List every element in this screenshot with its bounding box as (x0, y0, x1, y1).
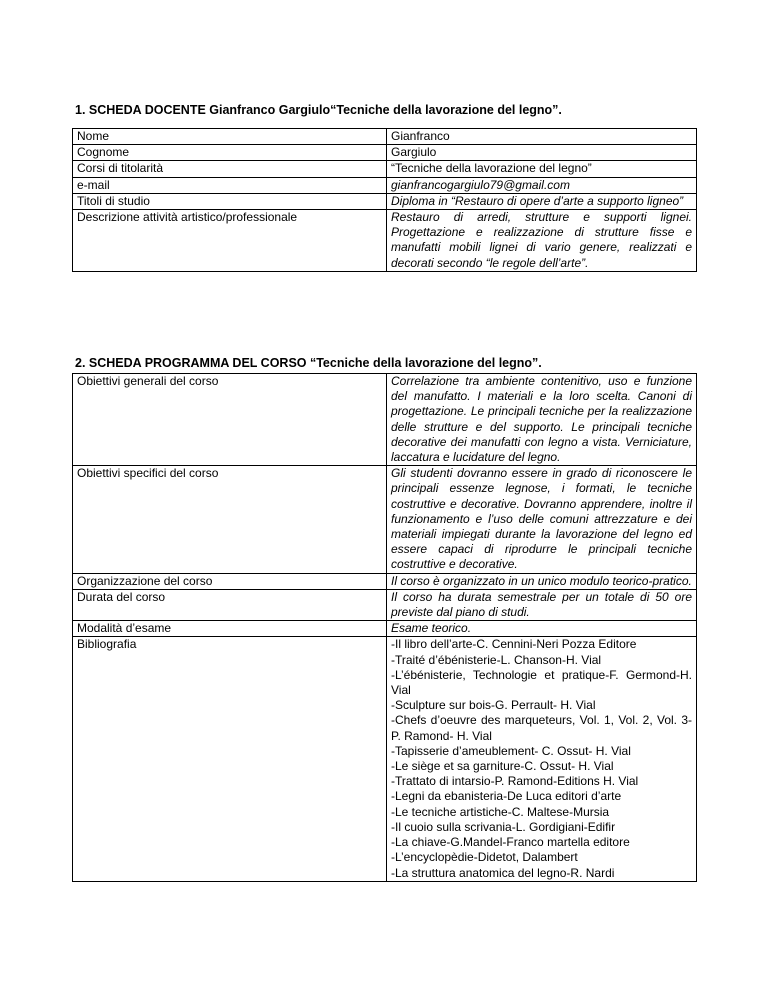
bibliography-item: -Le tecniche artistiche-C. Maltese-Mursia (391, 804, 610, 819)
table-row (73, 374, 697, 466)
section2-title: 2. SCHEDA PROGRAMMA DEL CORSO “Tecniche della lavorazione del legno”. (75, 356, 542, 370)
table-row (73, 466, 697, 573)
row-label: Descrizione attività artistico/professionale (73, 210, 387, 272)
row-value: Restauro di arredi, strutture e supporti lignei. Progettazione e realizzazione di strutture fisse e manufatti mobili lignei di vario genere, realizzati e decorati secondo “le regole dell’arte”. (387, 210, 697, 272)
row-value: Diploma in “Restauro di opere d’arte a supporto ligneo” (387, 193, 697, 209)
row-label: Bibliografia (73, 637, 387, 881)
bibliography-item: -Il cuoio sulla scrivania-L. Gordigiani-Edifir (391, 819, 616, 834)
row-label: Modalità d’esame (73, 621, 387, 637)
row-value: Gli studenti dovranno essere in grado di riconoscere le principali essenze legnose, i formati, le tecniche costruttive e decorative. Dovranno apprendere, inoltre il funzionamento e l’uso delle comuni attrezzature e dei materiali impiegati durante la lavorazione del legno ed essere capaci di riprodurre le principali tecniche costruttive e decorative. (387, 466, 697, 573)
row-value: “Tecniche della lavorazione del legno” (387, 161, 697, 177)
bibliography-list (387, 637, 697, 881)
table-row (73, 210, 697, 272)
table-row (73, 589, 697, 620)
table-row (73, 621, 697, 637)
table-row (73, 637, 697, 881)
bibliography-item: -Il libro dell’arte-C. Cennini-Neri Pozza Editore (391, 637, 637, 652)
row-label: Durata del corso (73, 589, 387, 620)
row-label: Cognome (73, 145, 387, 161)
row-value: Esame teorico. (387, 621, 697, 637)
row-value: Gargiulo (387, 145, 697, 161)
bibliography-item: -L’encyclopèdie-Didetot, Dalambert (391, 850, 578, 865)
table-row (73, 145, 697, 161)
bibliography-item: -Trattato di intarsio-P. Ramond-Editions H. Vial (391, 774, 639, 789)
row-label: Nome (73, 129, 387, 145)
bibliography-item: -Tapisserie d’ameublement- C. Ossut- H. Vial (391, 743, 631, 758)
section1-title: 1. SCHEDA DOCENTE Gianfranco Gargiulo“Tecniche della lavorazione del legno”. (75, 103, 562, 117)
row-value: Il corso ha durata semestrale per un totale di 50 ore previste dal piano di studi. (387, 589, 697, 620)
bibliography-item: -La struttura anatomica del legno-R. Nardi (391, 865, 615, 880)
row-label: Corsi di titolarità (73, 161, 387, 177)
bibliography-item: -Chefs d’oeuvre des marqueteurs, Vol. 1, Vol. 2, Vol. 3-P. Ramond- H. Vial (391, 713, 692, 743)
bibliography-item: -L’ébénisterie, Technologie et pratique-F. Germond-H. Vial (391, 667, 692, 698)
table-row (73, 193, 697, 209)
program-table (72, 373, 697, 882)
bibliography-item: -Traité d’ébénisterie-L. Chanson-H. Vial (391, 652, 602, 667)
bibliography-item: -Sculpture sur bois-G. Perrault- H. Vial (391, 698, 596, 713)
row-value: Gianfranco (387, 129, 697, 145)
table-row (73, 177, 697, 193)
email-value: gianfrancogargiulo79@gmail.com (387, 177, 697, 193)
bibliography-item: -Legni da ebanisteria-De Luca editori d’arte (391, 789, 622, 804)
row-value: Il corso è organizzato in un unico modulo teorico-pratico. (387, 573, 697, 589)
row-label: Obiettivi generali del corso (73, 374, 387, 466)
row-label: Obiettivi specifici del corso (73, 466, 387, 573)
teacher-table (72, 128, 697, 272)
table-row (73, 161, 697, 177)
row-label: Titoli di studio (73, 193, 387, 209)
table-row (73, 129, 697, 145)
row-value: Correlazione tra ambiente contenitivo, uso e funzione del manufatto. I materiali e la loro scelta. Canoni di progettazione. Le principali tecniche per la realizzazione delle strutture e del supporto. Le principali tecniche decorative dei manufatti con legno a vista. Verniciature, laccatura e lucidature del legno. (387, 374, 697, 466)
row-label: Organizzazione del corso (73, 573, 387, 589)
table-row (73, 573, 697, 589)
bibliography-item: -La chiave-G.Mandel-Franco martella editore (391, 835, 630, 850)
row-label: e-mail (73, 177, 387, 193)
bibliography-item: -Le siège et sa garniture-C. Ossut- H. Vial (391, 759, 614, 774)
